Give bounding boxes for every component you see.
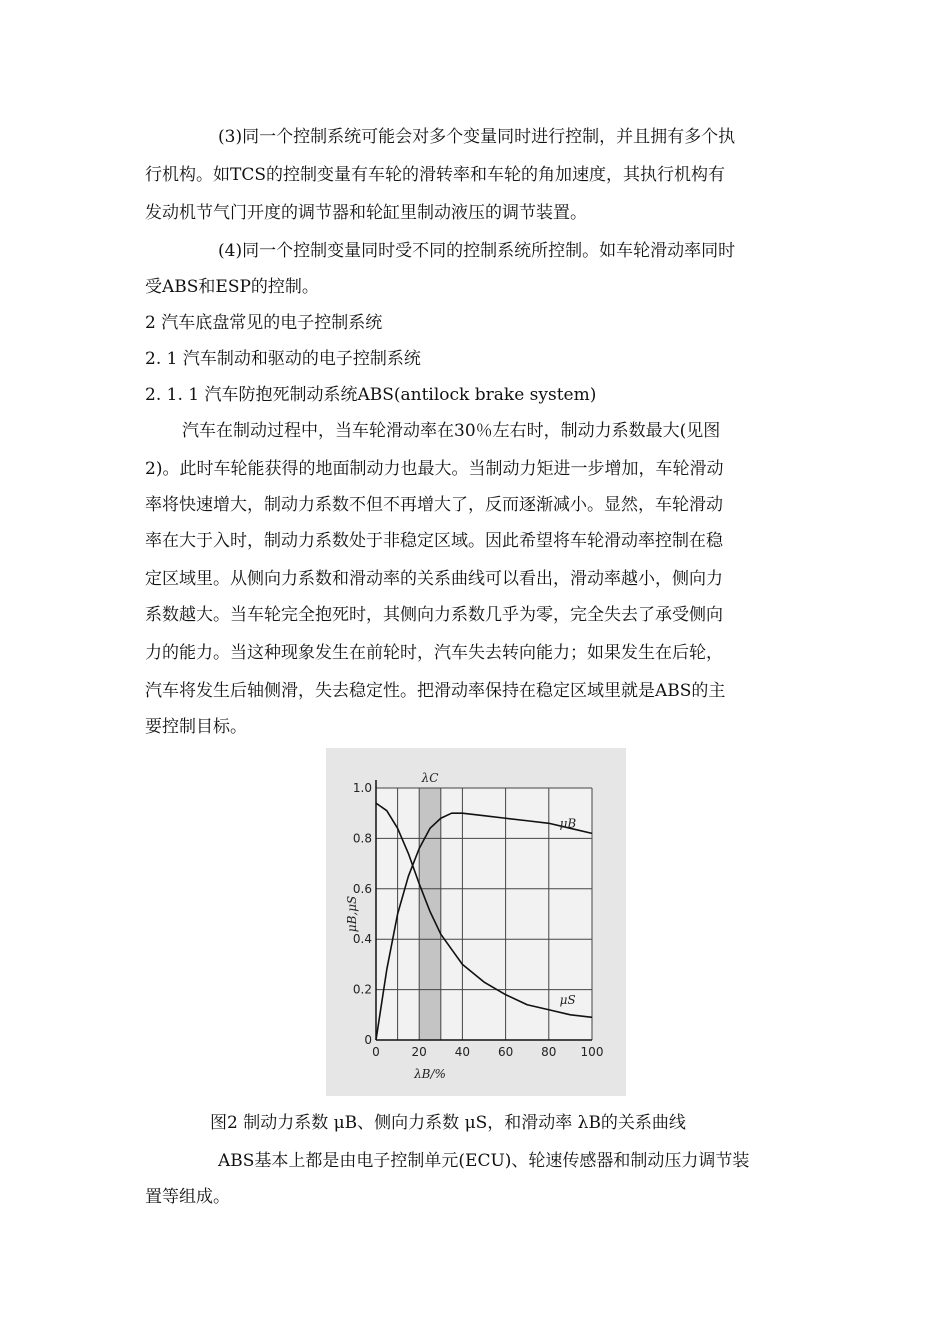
text-line: (4)同一个控制变量同时受不同的控制系统所控制。如车轮滑动率同时: [218, 241, 736, 261]
text-line: 率在大于入时，制动力系数处于非稳定区域。因此希望将车轮滑动率控制在稳: [145, 531, 723, 551]
text-line: 定区域里。从侧向力系数和滑动率的关系曲线可以看出，滑动率越小，侧向力: [145, 569, 723, 589]
text-line: 汽车将发生后轴侧滑，失去稳定性。把滑动率保持在稳定区域里就是ABS的主: [145, 681, 726, 701]
y-axis-label: μB,μS: [345, 895, 359, 933]
text-line: 率将快速增大，制动力系数不但不再增大了，反而逐渐减小。显然，车轮滑动: [145, 495, 723, 515]
y-tick-label: 0: [364, 1033, 372, 1047]
y-tick-label: 0.6: [352, 881, 372, 896]
text-line: ABS基本上都是由电子控制单元(ECU)、轮速传感器和制动压力调节装: [218, 1151, 750, 1171]
x-tick-label: 60: [497, 1045, 514, 1059]
section-heading-2-1-1: 2. 1. 1 汽车防抱死制动系统ABS(antilock brake system): [145, 385, 597, 405]
band-label: λC: [421, 771, 439, 785]
shaded-band: [419, 788, 441, 1040]
figure-2-chart: [326, 748, 626, 1096]
x-tick-label: 80: [541, 1045, 557, 1059]
text-line: 要控制目标。: [145, 717, 247, 737]
x-tick-label: 0: [372, 1045, 380, 1059]
series-label-mu-b: μB: [559, 816, 577, 831]
text-line: 汽车在制动过程中，当车轮滑动率在30％左右时，制动力系数最大(见图: [182, 421, 721, 441]
x-tick-label: 20: [411, 1045, 427, 1059]
x-tick-label: 100: [580, 1045, 604, 1059]
text-line: 行机构。如TCS的控制变量有车轮的滑转率和车轮的角加速度，其执行机构有: [145, 165, 725, 185]
chart-svg: [326, 748, 626, 1096]
text-line: 受ABS和ESP的控制。: [145, 277, 319, 297]
y-tick-label: 1.0: [352, 781, 372, 795]
y-tick-label: 0.8: [352, 831, 372, 846]
y-tick-label: 0.2: [352, 982, 372, 997]
y-tick-label: 0.4: [352, 932, 372, 947]
text-line: 系数越大。当车轮完全抱死时，其侧向力系数几乎为零，完全失去了承受侧向: [145, 605, 723, 625]
series-label-mu-s: μS: [559, 992, 576, 1007]
text-line: (3)同一个控制系统可能会对多个变量同时进行控制，并且拥有多个执: [218, 127, 736, 147]
section-heading-2-1: 2. 1 汽车制动和驱动的电子控制系统: [145, 349, 421, 369]
figure-caption: 图2 制动力系数 μB、侧向力系数 μS，和滑动率 λB的关系曲线: [210, 1113, 686, 1133]
x-axis-label: λB/%: [414, 1067, 446, 1081]
section-heading-2: 2 汽车底盘常见的电子控制系统: [145, 313, 383, 333]
text-line: 力的能力。当这种现象发生在前轮时，汽车失去转向能力；如果发生在后轮，: [145, 643, 723, 663]
text-line: 2)。此时车轮能获得的地面制动力也最大。当制动力矩进一步增加，车轮滑动: [145, 459, 724, 479]
x-tick-label: 40: [454, 1045, 471, 1059]
text-line: 发动机节气门开度的调节器和轮缸里制动液压的调节装置。: [145, 203, 587, 223]
text-line: 置等组成。: [145, 1187, 230, 1207]
